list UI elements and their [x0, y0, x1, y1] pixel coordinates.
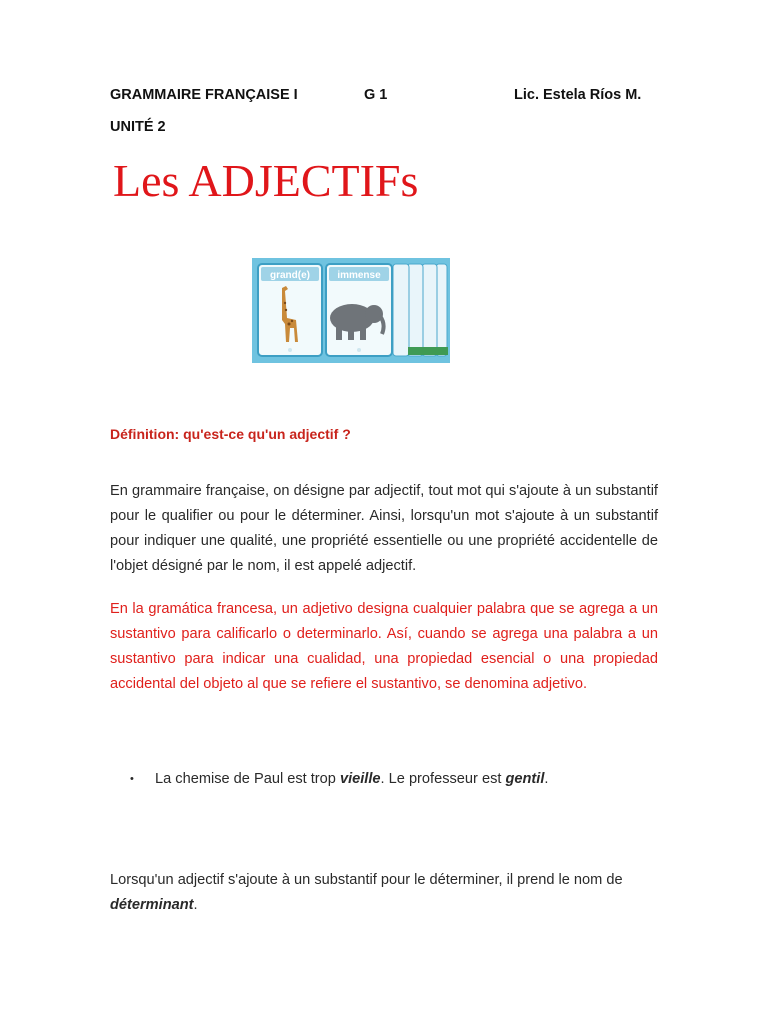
- example-text-2: . Le professeur est: [380, 771, 506, 787]
- definition-french: En grammaire française, on désigne par adjectif, tout mot qui s'ajoute à un substantif pour le qualifier ou pour le déterminer. Ainsi, lorsqu'un mot s'ajoute à un substantif pour indiquer une qualité, une propriété essentielle ou une propriété accidentelle de l'objet désigné par le nom, il est appelé adjectif.: [110, 482, 658, 575]
- determinant-term: déterminant: [110, 896, 194, 913]
- card-grand: [258, 264, 322, 356]
- unit-label: UNITÉ 2: [110, 119, 166, 135]
- example-adjective-1: vieille: [339, 771, 381, 787]
- card-immense: [326, 264, 392, 356]
- determinant-paragraph: [110, 868, 658, 919]
- example-bullet: [130, 771, 548, 787]
- example-text-3: .: [544, 771, 549, 787]
- bullet-icon: •: [130, 773, 134, 785]
- page-title: Les ADJECTIFs: [113, 155, 419, 206]
- card2-word: immense: [337, 270, 381, 281]
- flashcards-illustration: [252, 258, 450, 363]
- definition-heading: Définition: qu'est-ce qu'un adjectif ?: [110, 426, 351, 442]
- adjective-cards-image: [252, 258, 450, 363]
- determinant-text: Lorsqu'un adjectif s'ajoute à un substantif pour le déterminer, il prend le nom de: [110, 871, 623, 888]
- group-label: G 1: [364, 87, 388, 103]
- example-adjective-2: gentil: [505, 771, 545, 787]
- card1-word: grand(e): [270, 270, 310, 281]
- example-text-1: La chemise de Paul est trop: [155, 771, 340, 787]
- determinant-end: .: [193, 896, 198, 913]
- definition-spanish: En la gramática francesa, un adjetivo designa cualquier palabra que se agrega a un sustantivo para calificarlo o determinarlo. Así, cuando se agrega una palabra a un sustantivo para indicar una cualidad, una propiedad esencial o una propiedad accidental del objeto al que se refiere el sustantivo, se denomina adjetivo.: [110, 600, 658, 693]
- course-name: GRAMMAIRE FRANÇAISE I: [110, 87, 298, 103]
- teacher-name: Lic. Estela Ríos M.: [514, 87, 642, 103]
